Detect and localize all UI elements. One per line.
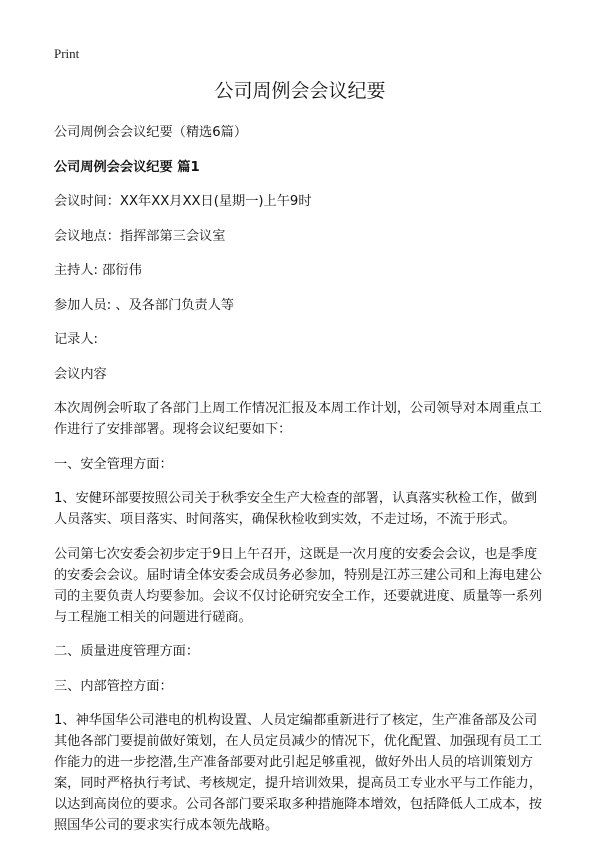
body-paragraph: 1、神华国华公司港电的机构设置、人员定编都重新进行了核定，生产准备部及公司其他各部门要提前做好策划，在人员定员减少的情况下，优化配置、加强现有员工工作能力的进一步挖潜,生产准备部要对此引起足够重视，做好外出人员的培训策划方案，同时严格执行考试、考核规定，提升培训效果，提高员工专业水平与工作能力，以达到高岗位的要求。公司各部门要采取多种措施降本增效，包括降低人工成本，按照国华公司的要求实行成本领先战略。 — [54, 713, 542, 833]
meeting-host: 主持人: 邵衍伟 — [54, 263, 142, 278]
meeting-time: 会议时间：XX年XX月XX日(星期一)上午9时 — [54, 194, 312, 209]
document-body — [54, 122, 550, 850]
section-heading: 公司周例会会议纪要 篇1 — [54, 159, 200, 175]
meeting-attendees: 参加人员: 、及各部门负责人等 — [54, 297, 235, 313]
body-paragraph: 本次周例会听取了各部门上周工作情况汇报及本周工作计划，公司领导对本周重点工作进行了安排部署。现将会议纪要如下： — [54, 401, 542, 437]
meeting-recorder: 记录人: — [54, 332, 99, 347]
print-link[interactable]: Print — [54, 46, 80, 61]
meeting-location: 会议地点：指挥部第三会议室 — [54, 228, 226, 244]
page-title: 公司周例会会议纪要 — [214, 80, 386, 102]
subsection-heading: 一、安全管理方面： — [54, 456, 173, 472]
doc-subtitle: 公司周例会会议纪要（精选6篇） — [54, 125, 248, 140]
body-paragraph: 公司第七次安委会初步定于9日上午召开，这既是一次月度的安委会会议，也是季度的安委会会议。届时请全体安委会成员务必参加，特别是江苏三建公司和上海电建公司的主要负责人均要参加。会议不仅讨论研究安全工作，还要就进度、质量等一系列与工程施工相关的问题进行磋商。 — [54, 546, 542, 625]
body-paragraph: 1、安健环部要按照公司关于秋季安全生产大检查的部署，认真落实秋检工作，做到人员落实、项目落实、时间落实，确保秋检收到实效，不走过场，不流于形式。 — [54, 491, 538, 527]
subsection-heading: 三、内部管控方面： — [54, 678, 173, 694]
subsection-heading: 二、质量进度管理方面： — [54, 644, 200, 659]
meeting-content-label: 会议内容 — [54, 366, 107, 382]
